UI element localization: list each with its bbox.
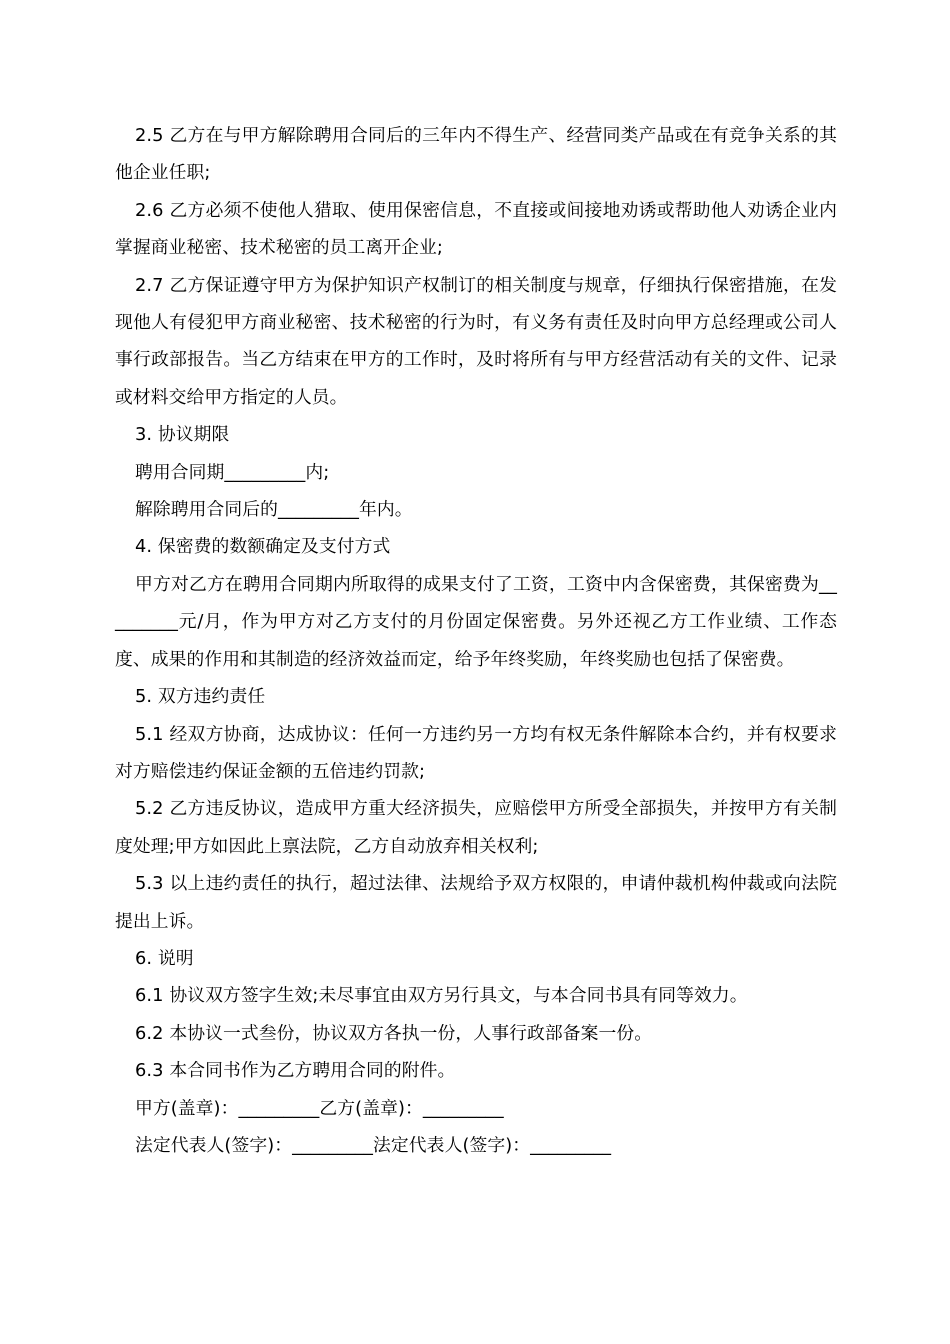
term-after-termination: 解除聘用合同后的_________年内。 <box>135 499 413 521</box>
seal-line: 甲方(盖章)：_________乙方(盖章)：_________ <box>135 1097 504 1119</box>
document-body <box>115 117 837 1164</box>
clause-6-2: 6.2 本协议一式叁份，协议双方各执一份，人事行政部备案一份。 <box>135 1022 653 1044</box>
term-contract-period: 聘用合同期_________内; <box>135 461 330 483</box>
clause-5-1: 5.1 经双方协商，达成协议：任何一方违约另一方均有权无条件解除本合约，并有权要求对方赔偿违约保证金额的五倍违约罚款; <box>115 723 837 782</box>
clause-2-7: 2.7 乙方保证遵守甲方为保护知识产权制订的相关制度与规章，仔细执行保密措施，在发现他人有侵犯甲方商业秘密、技术秘密的行为时，有义务有责任及时向甲方总经理或公司人事行政部报告。当乙方结束在甲方的工作时，及时将所有与甲方经营活动有关的文件、记录或材料交给甲方指定的人员。 <box>115 274 837 408</box>
clause-5-2: 5.2 乙方违反协议，造成甲方重大经济损失，应赔偿甲方所受全部损失，并按甲方有关制度处理;甲方如因此上禀法院，乙方自动放弃相关权利; <box>115 798 837 857</box>
clause-2-6: 2.6 乙方必须不使他人猎取、使用保密信息，不直接或间接地劝诱或帮助他人劝诱企业内掌握商业秘密、技术秘密的员工离开企业; <box>115 199 837 259</box>
section-5-heading: 5. 双方违约责任 <box>135 686 266 708</box>
section-6-heading: 6. 说明 <box>135 947 194 969</box>
clause-6-3: 6.3 本合同书作为乙方聘用合同的附件。 <box>135 1060 456 1082</box>
clause-2-5: 2.5 乙方在与甲方解除聘用合同后的三年内不得生产、经营同类产品或在有竞争关系的其他企业任职; <box>115 125 837 184</box>
signature-line: 法定代表人(签字)：_________法定代表人(签字)：_________ <box>135 1134 612 1156</box>
section-3-heading: 3. 协议期限 <box>135 424 230 446</box>
clause-5-3: 5.3 以上违约责任的执行，超过法律、法规给予双方权限的，申请仲裁机构仲裁或向法院提出上诉。 <box>115 873 837 932</box>
clause-6-1: 6.1 协议双方签字生效;未尽事宜由双方另行具文，与本合同书具有同等效力。 <box>135 985 748 1007</box>
section-4-heading: 4. 保密费的数额确定及支付方式 <box>135 536 391 558</box>
confidentiality-fee-paragraph: 甲方对乙方在聘用合同期内所取得的成果支付了工资，工资中内含保密费，其保密费为_________元/月，作为甲方对乙方支付的月份固定保密费。另外还视乙方工作业绩、工作态度、成果的作用和其制造的经济效益而定，给予年终奖励，年终奖励也包括了保密费。 <box>115 573 837 670</box>
